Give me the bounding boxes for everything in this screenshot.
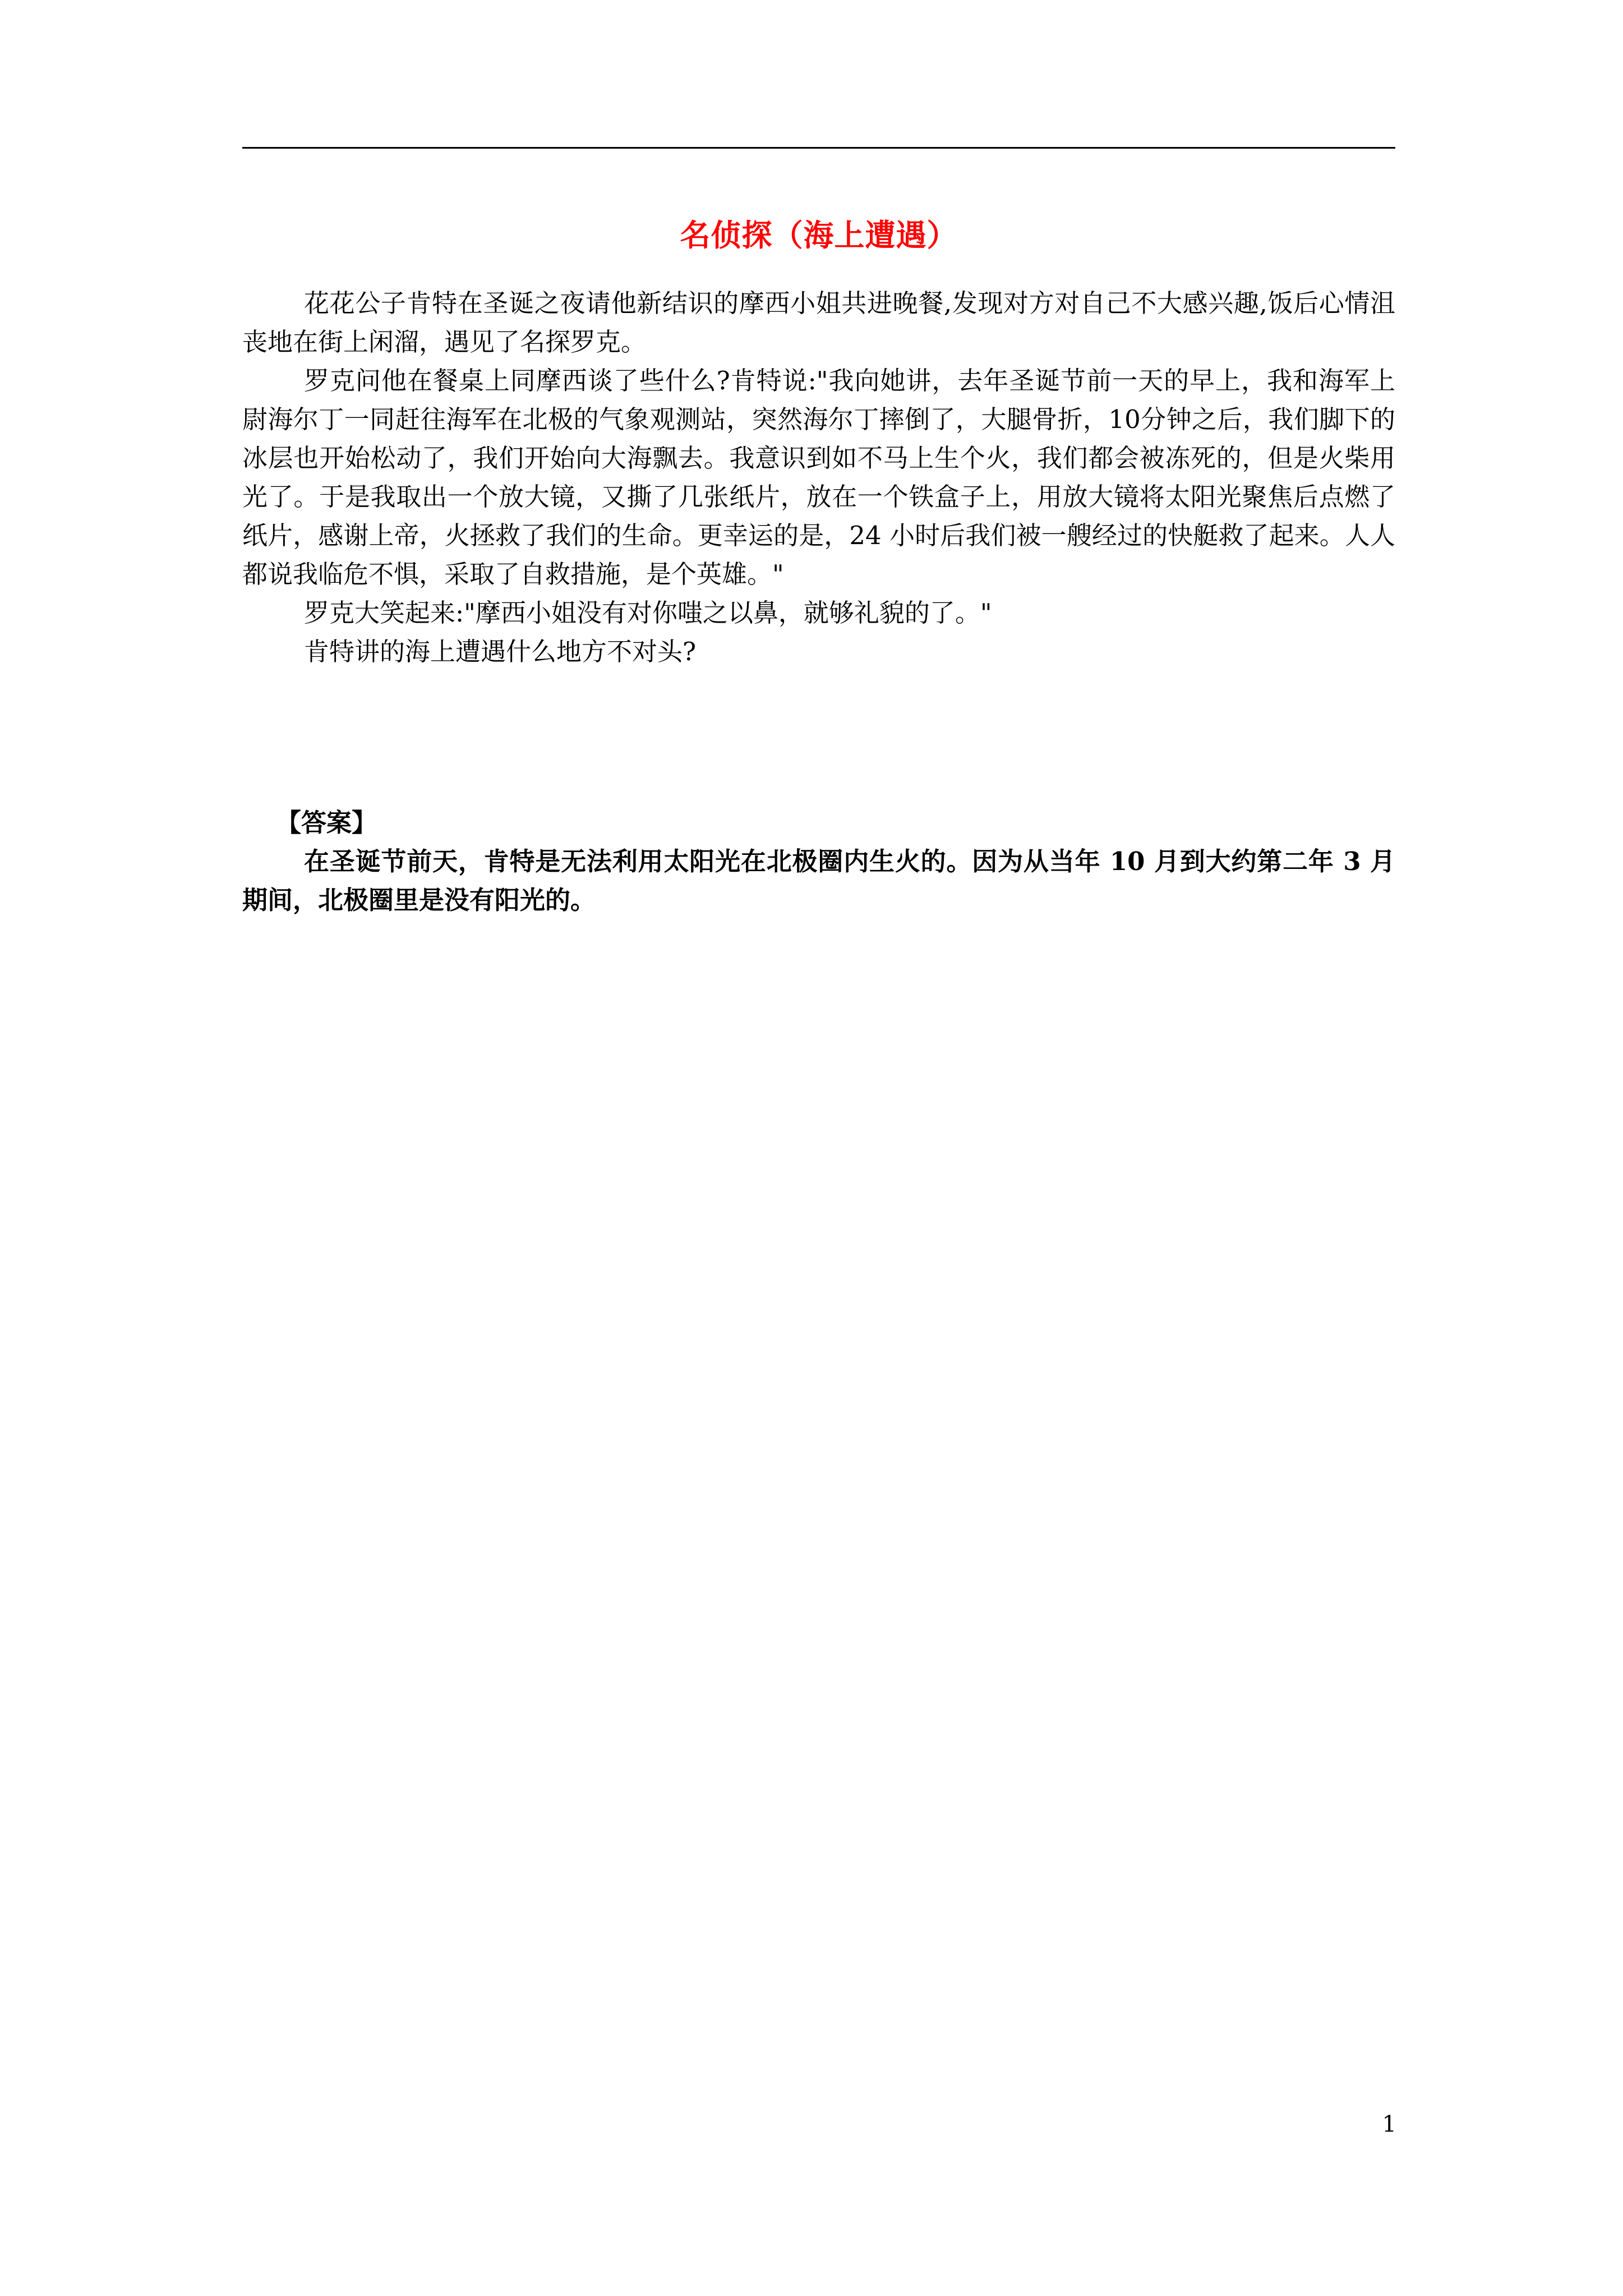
document-title: 名侦探（海上遭遇） [680,217,958,253]
answer-text: 在圣诞节前天，肯特是无法利用太阳光在北极圈内生火的。因为从当年 10 月到大约第二年 3 月期间，北极圈里是没有阳光的。 [242,846,1395,915]
answer-section [242,803,1395,919]
paragraph-3: 罗克大笑起来:"摩西小姐没有对你嗤之以鼻，就够礼貌的了。" [304,598,992,628]
answer-heading: 【答案】 [276,808,377,838]
page-number: 1 [1382,2111,1396,2137]
header-rule [242,147,1395,149]
paragraph-1: 花花公子肯特在圣诞之夜请他新结识的摩西小姐共进晚餐,发现对方对自己不大感兴趣,饭后心情沮丧地在街上闲溜，遇见了名探罗克。 [242,288,1395,357]
paragraph-4-question: 肯特讲的海上遭遇什么地方不对头? [304,637,697,666]
paragraph-2: 罗克问他在餐桌上同摩西谈了些什么?肯特说:"我向她讲，去年圣诞节前一天的早上，我和海军上尉海尔丁一同赶往海军在北极的气象观测站，突然海尔丁摔倒了，大腿骨折，10分钟之后，我们脚下的冰层也开始松动了，我们开始向大海飘去。我意识到如不马上生个火，我们都会被冻死的，但是火柴用光了。于是我取出一个放大镜，又撕了几张纸片，放在一个铁盒子上，用放大镜将太阳光聚焦后点燃了纸片，感谢上帝，火拯救了我们的生命。更幸运的是，24 小时后我们被一艘经过的快艇救了起来。人人都说我临危不惧，采取了自救措施，是个英雄。" [242,366,1395,589]
story-body [242,284,1395,671]
